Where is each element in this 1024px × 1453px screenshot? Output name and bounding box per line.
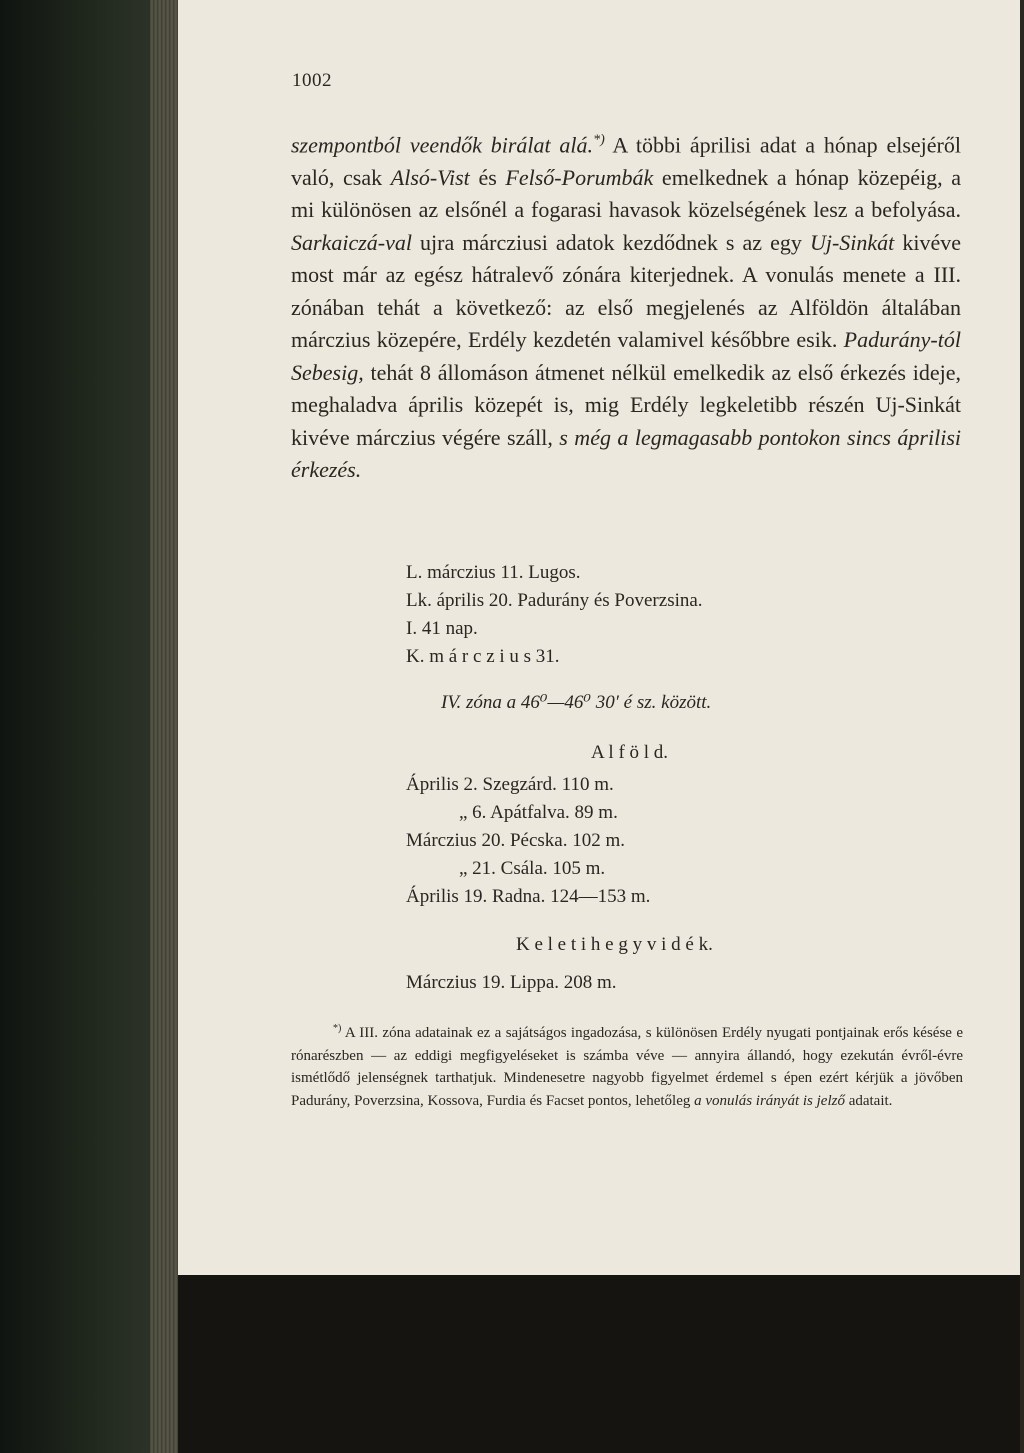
italic-segment: szempontból veendők birálat alá.	[291, 132, 594, 158]
region-heading: K e l e t i h e g y v i d é k.	[516, 934, 713, 955]
zone-heading-text: IV. zóna a 46⁰—46⁰ 30′ é sz. között.	[441, 692, 712, 713]
record-row: „ 6. Apátfalva. 89 m.	[459, 802, 618, 823]
summary-line: I. 41 nap.	[406, 618, 478, 639]
page-number: 1002	[292, 70, 332, 91]
summary-line: L. márczius 11. Lugos.	[406, 562, 581, 583]
summary-line: Lk. április 20. Padurány és Poverzsina.	[406, 590, 703, 611]
record-row: Április 19. Radna. 124—153 m.	[406, 886, 651, 907]
place-name: Felső-Porumbák	[505, 164, 654, 190]
footnote	[291, 1018, 963, 1112]
footnote-ref: *)	[593, 133, 605, 148]
region-heading: A l f ö l d.	[591, 742, 669, 763]
scan-shadow	[178, 1275, 1024, 1453]
footnote-text: A III. zóna adatainak ez a sajátságos ingadozása, s különösen Erdély nyugati pontjainak erős késése e rónarészben — az eddigi megfigyeléseket is számba véve — annyira állandó, hogy ezekután évről-évre ismétlődő jelenségnek tarthatjuk. Mindenesetre nagyobb figyelmet érdemel s épen ezért kérjük a jövőben Padurány, Poverzsina, Kossova, Furdia és Facset pontos, lehetőleg	[291, 1025, 963, 1109]
place-name: Sarkaiczá-val	[291, 229, 412, 255]
page-edges	[150, 0, 180, 1453]
summary-line: K. m á r c z i u s 31.	[406, 646, 560, 667]
footnote-marker: *)	[333, 1023, 342, 1034]
text-segment: A többi áprilisi adat a hónap elsejéről való, csak	[291, 132, 961, 190]
italic-segment: s még a legmagasabb pontokon sincs áprilisi érkezés.	[291, 424, 961, 483]
scan-edge	[1020, 0, 1024, 1453]
text-segment: tehát 8 állomáson átmenet nélkül emelkedik az első érkezés ideje, meghaladva április közepét is, mig Erdély legkeletibb részén Uj-Sinkát kivéve márczius végére száll,	[291, 359, 961, 450]
main-paragraph	[291, 125, 961, 487]
record-row: Márczius 19. Lippa. 208 m.	[406, 972, 617, 993]
footnote-end: adatait.	[844, 1092, 893, 1109]
record-row: Április 2. Szegzárd. 110 m.	[406, 774, 614, 795]
record-row: „ 21. Csála. 105 m.	[459, 858, 606, 879]
text-segment: kivéve most már az egész hátralevő zónára kiterjednek. A vonulás menete a III. zónában tehát a következő: az első megjelenés az Alföldön általában márczius közepére, Erdély kezdetén valamivel későbbre esik.	[291, 229, 961, 353]
text-segment: és	[469, 164, 506, 190]
footnote-italic: a vonulás irányát is jelző	[694, 1092, 845, 1109]
place-name: Padurány-tól Sebesig,	[291, 327, 961, 385]
place-name: Uj-Sinkát	[809, 229, 895, 255]
text-segment: ujra márcziusi adatok kezdődnek s az egy	[411, 229, 810, 255]
place-name: Alsó-Vist	[390, 164, 470, 190]
text-segment: emelkednek a hónap közepéig, a mi különösen az elsőnél a fogarasi havasok közelségének lesz a befolyása.	[291, 164, 962, 223]
record-row: Márczius 20. Pécska. 102 m.	[406, 830, 625, 851]
